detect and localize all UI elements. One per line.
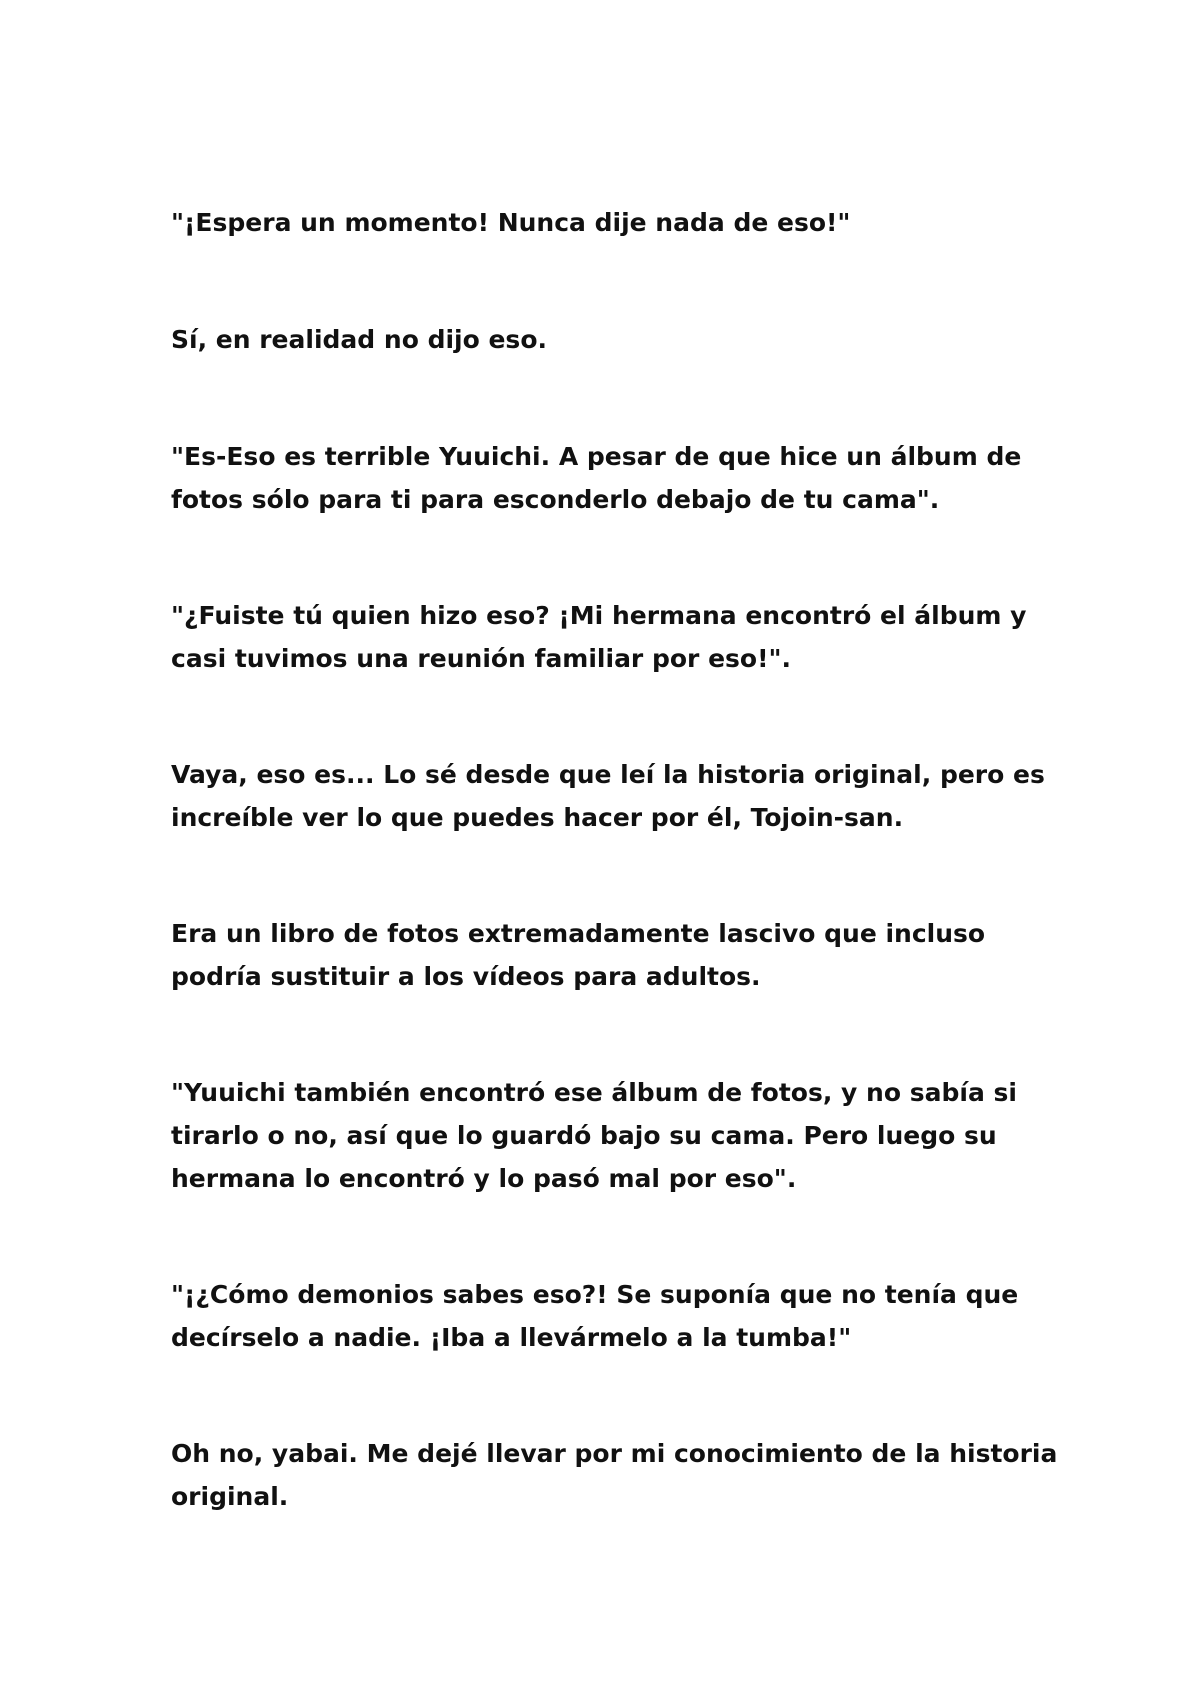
paragraph-line: decírselo a nadie. ¡Iba a llevármelo a la tumba!" [171, 1323, 852, 1352]
paragraph-line: "¿Fuiste tú quien hizo eso? ¡Mi hermana encontró el álbum y [171, 601, 1027, 630]
paragraph-line: podría sustituir a los vídeos para adultos. [171, 962, 761, 991]
paragraph-line: hermana lo encontró y lo pasó mal por eso". [171, 1164, 797, 1193]
paragraph-line: increíble ver lo que puedes hacer por él, Tojoin-san. [171, 803, 904, 832]
paragraph-line: casi tuvimos una reunión familiar por eso!". [171, 644, 792, 673]
paragraph-line: fotos sólo para ti para esconderlo debajo de tu cama". [171, 485, 940, 514]
paragraph-line: Vaya, eso es... Lo sé desde que leí la historia original, pero es [171, 760, 1045, 789]
paragraph-9 [171, 1432, 1058, 1518]
paragraph-line: original. [171, 1482, 289, 1511]
paragraph-6 [171, 912, 1051, 998]
paragraph-line: "Es-Eso es terrible Yuuichi. A pesar de que hice un álbum de [171, 442, 1022, 471]
paragraph-4 [171, 594, 1051, 680]
paragraph-line: "¡¿Cómo demonios sabes eso?! Se suponía que no tenía que [171, 1280, 1019, 1309]
paragraph-line: "¡Espera un momento! Nunca dije nada de eso!" [171, 208, 851, 237]
paragraph-line: Oh no, yabai. Me dejé llevar por mi conocimiento de la historia [171, 1439, 1058, 1468]
paragraph-3 [171, 435, 1051, 521]
paragraph-line: tirarlo o no, así que lo guardó bajo su cama. Pero luego su [171, 1121, 997, 1150]
paragraph-5 [171, 753, 1051, 839]
paragraph-8 [171, 1273, 1051, 1359]
paragraph-2 [171, 318, 1051, 361]
paragraph-line: Sí, en realidad no dijo eso. [171, 325, 547, 354]
paragraph-line: "Yuuichi también encontró ese álbum de fotos, y no sabía si [171, 1078, 1017, 1107]
paragraph-1 [171, 201, 1051, 244]
paragraph-line: Era un libro de fotos extremadamente lascivo que incluso [171, 919, 986, 948]
paragraph-7 [171, 1071, 1051, 1200]
